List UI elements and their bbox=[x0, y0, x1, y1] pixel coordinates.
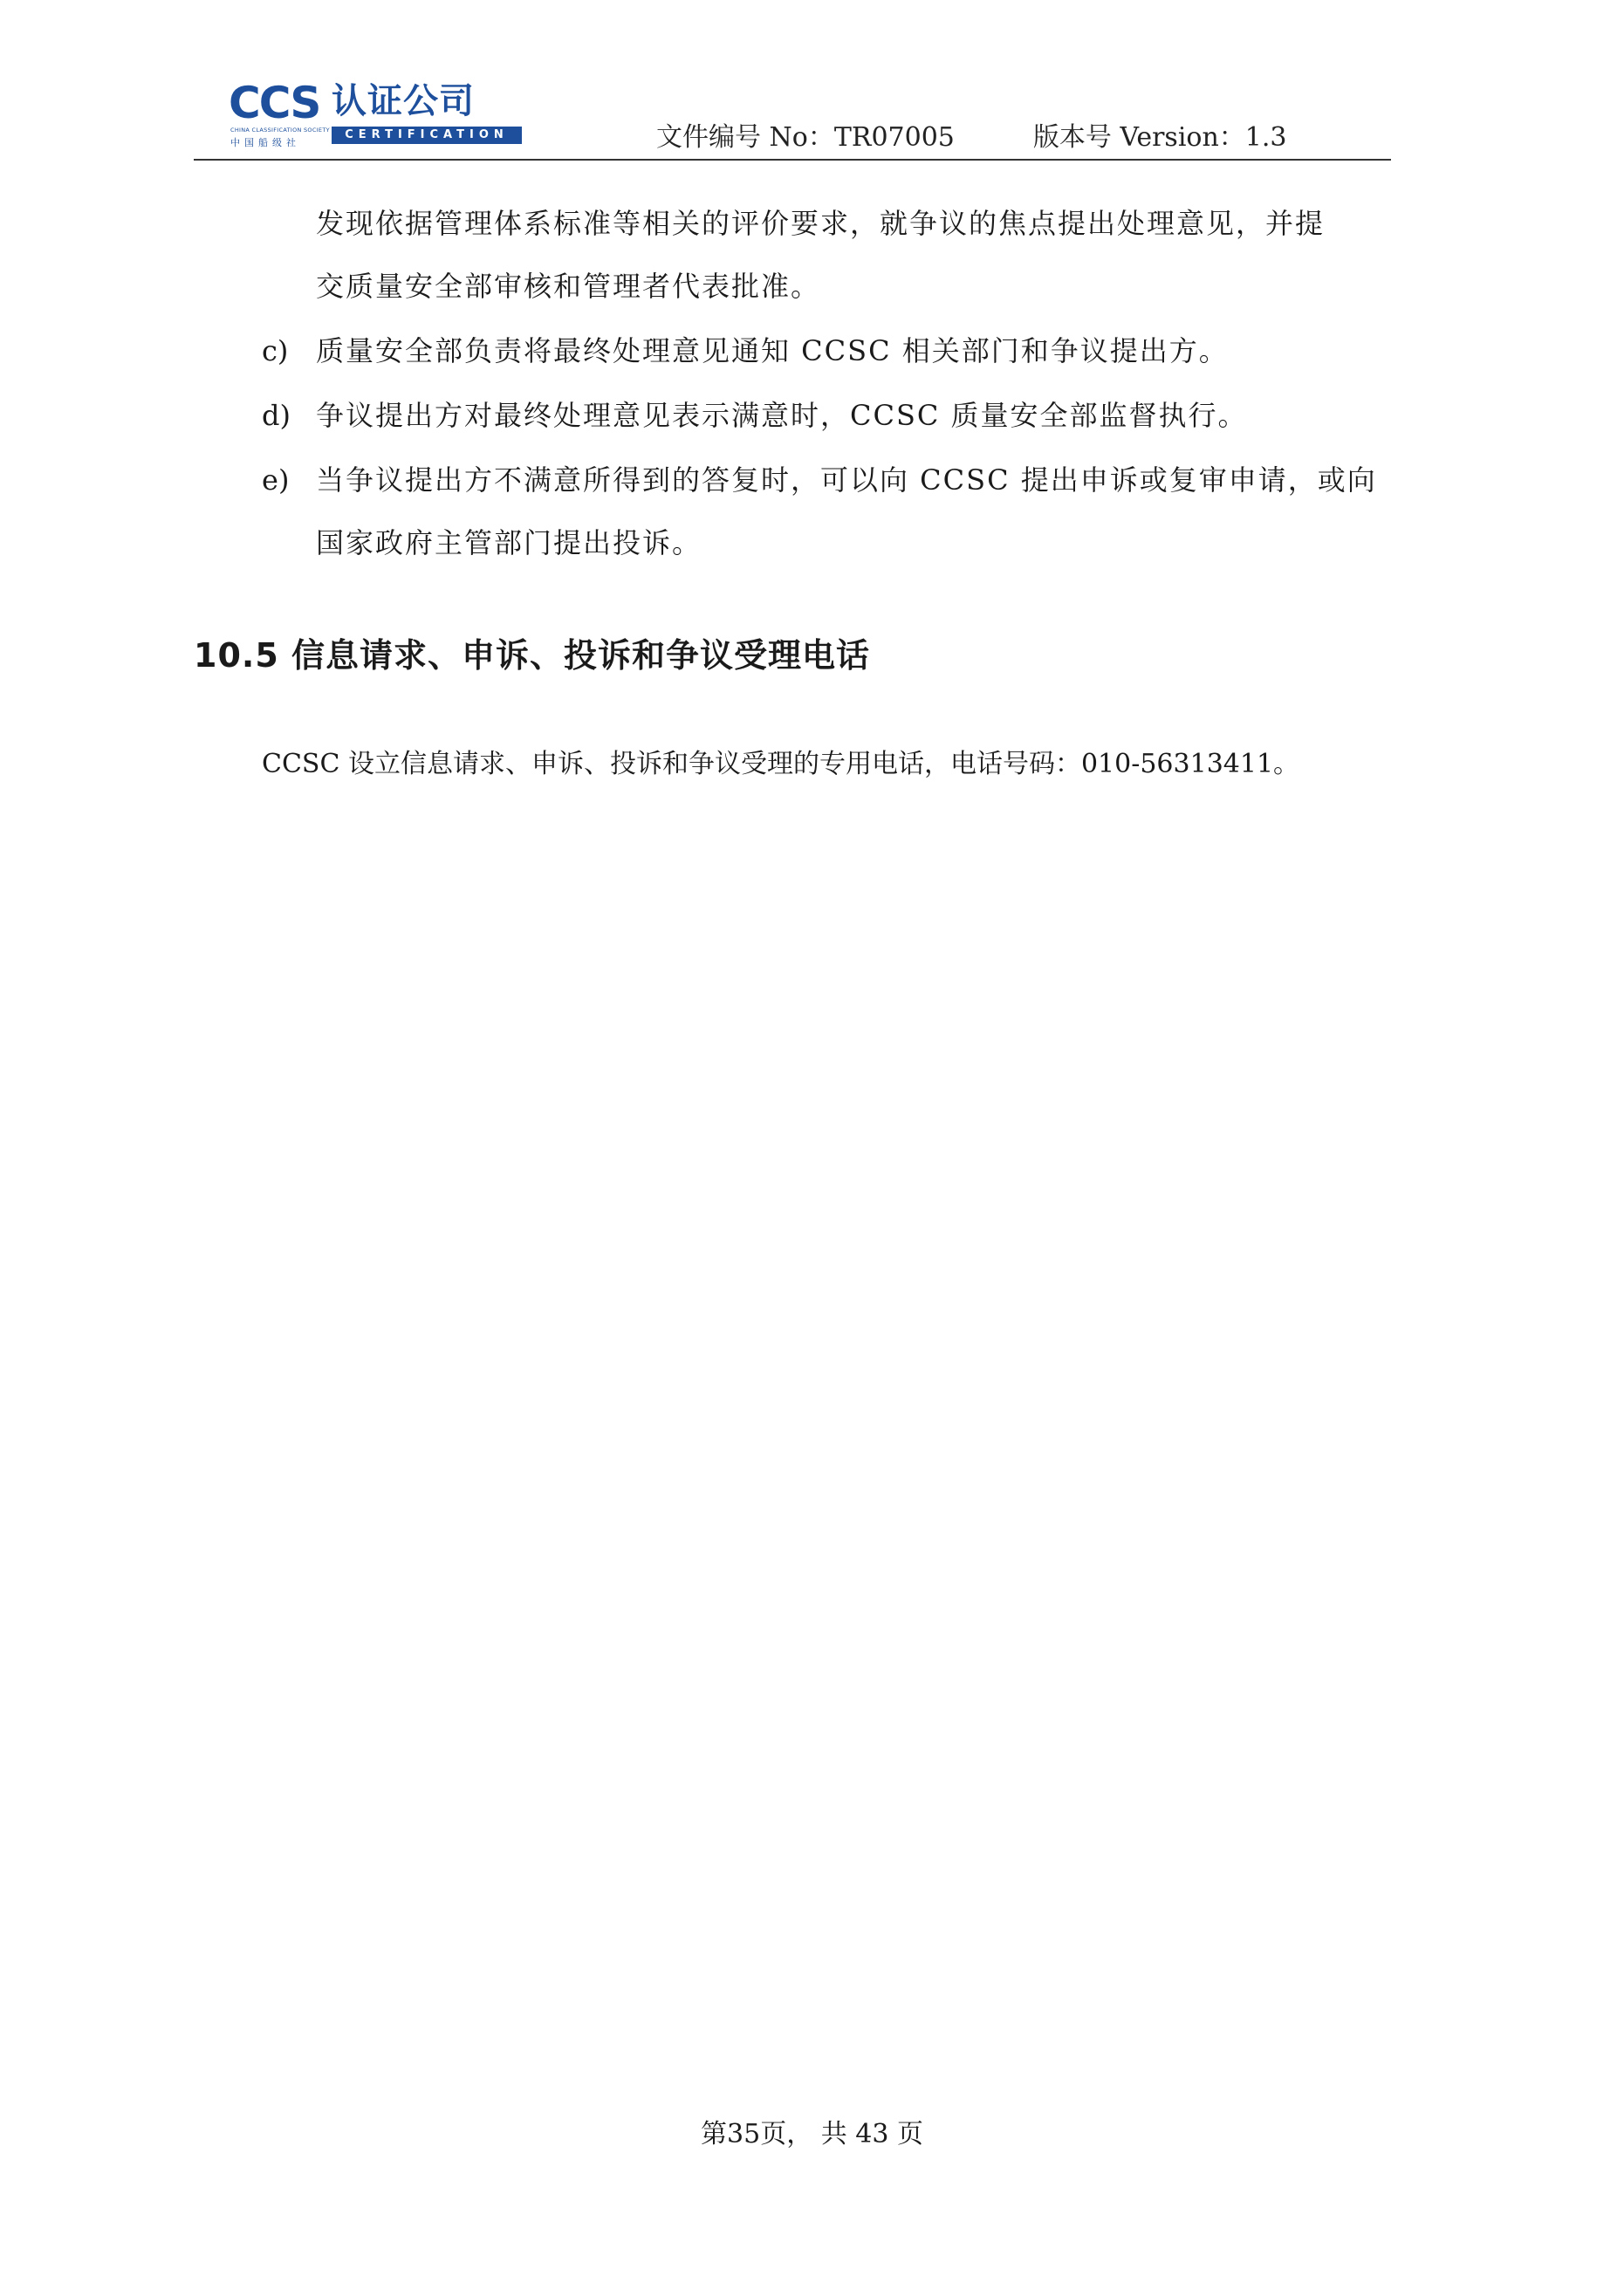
list-item-text: 当争议提出方不满意所得到的答复时，可以向 CCSC 提出申诉或复审申请，或向 bbox=[316, 463, 1377, 497]
logo-ccs-chinese: 中国船级社 bbox=[230, 137, 300, 148]
document-meta bbox=[656, 115, 1287, 154]
list-item-text: 质量安全部负责将最终处理意见通知 CCSC 相关部门和争议提出方。 bbox=[316, 334, 1229, 367]
logo-ccs-subtitle: CHINA CLASSIFICATION SOCIETY bbox=[230, 127, 330, 134]
paragraph-line: 发现依据管理体系标准等相关的评价要求，就争议的焦点提出处理意见，并提 bbox=[316, 207, 1326, 240]
logo-ccs-text: CCS bbox=[229, 78, 320, 128]
document-version: 版本号 Version：1.3 bbox=[1032, 122, 1287, 153]
section-heading: 10.5 信息请求、申诉、投诉和争议受理电话 bbox=[194, 636, 870, 675]
page-header bbox=[194, 80, 1391, 161]
header-divider bbox=[194, 159, 1391, 161]
ccs-certification-logo bbox=[229, 80, 543, 150]
list-item-marker: d) bbox=[262, 399, 291, 432]
logo-certification-chinese: 认证公司 bbox=[332, 81, 475, 121]
phone-paragraph: CCSC 设立信息请求、申诉、投诉和争议受理的专用电话，电话号码：010-56313411。 bbox=[262, 749, 1300, 779]
list-item-text-continued: 国家政府主管部门提出投诉。 bbox=[316, 526, 702, 559]
paragraph-line: 交质量安全部审核和管理者代表批准。 bbox=[316, 270, 821, 303]
list-item-text: 争议提出方对最终处理意见表示满意时，CCSC 质量安全部监督执行。 bbox=[316, 399, 1248, 432]
logo-certification-english: CERTIFICATION bbox=[332, 127, 522, 144]
list-item-marker: e) bbox=[262, 463, 290, 497]
page-number: 第35页， 共 43 页 bbox=[701, 2119, 923, 2149]
document-number: 文件编号 No：TR07005 bbox=[656, 122, 955, 153]
list-item-marker: c) bbox=[262, 334, 289, 367]
